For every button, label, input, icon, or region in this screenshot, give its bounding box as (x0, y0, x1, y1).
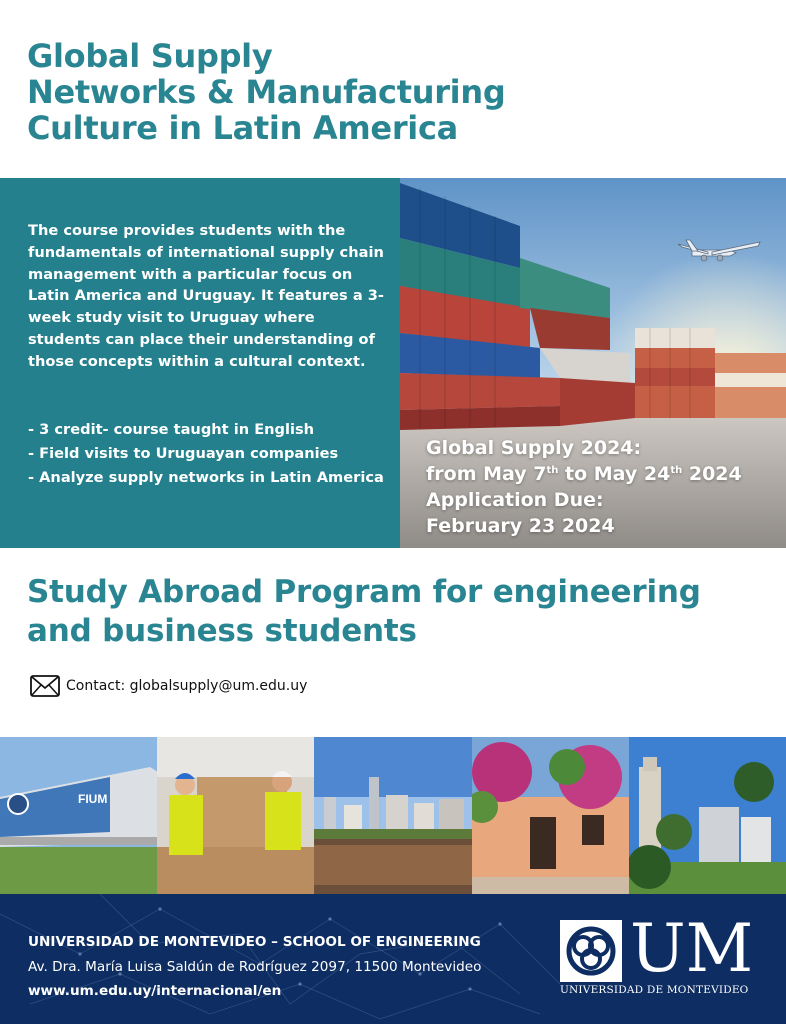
dates-heading: Global Supply 2024: (426, 437, 642, 459)
subtitle-line-1: Study Abroad Program for engineering (27, 574, 701, 610)
um-logo-name: UNIVERSIDAD DE MONTEVIDEO (560, 984, 749, 996)
footer-website-link[interactable]: www.um.edu.uy/internacional/en (28, 983, 282, 999)
photo-colonial-house (472, 737, 629, 894)
um-logo-letters: UM (630, 910, 754, 987)
application-due-date: February 23 2024 (426, 515, 615, 537)
course-info-band (0, 178, 786, 548)
footer-university-name: UNIVERSIDAD DE MONTEVIDEO – SCHOOL OF ENGINEERING (28, 934, 481, 950)
dates-from-suffix: th (546, 465, 559, 476)
photo-city-waterfront (314, 737, 471, 894)
program-subtitle (27, 573, 701, 651)
um-logo (558, 910, 763, 1009)
subtitle-line-2: and business students (27, 613, 417, 649)
page-title (27, 38, 505, 146)
fium-sign: FIUM (78, 792, 108, 806)
footer-address: Av. Dra. María Luisa Saldún de Rodríguez 2097, 11500 Montevideo (28, 959, 482, 975)
feature-item-field-visits: - Field visits to Uruguayan companies (28, 444, 339, 462)
footer (0, 894, 786, 1024)
um-emblem-icon (558, 918, 624, 984)
contact-email[interactable]: Contact: globalsupply@um.edu.uy (66, 678, 308, 694)
course-description-panel (0, 178, 400, 548)
course-intro-text: The course provides students with the fundamentals of international supply chain management with a particular focus on Latin America and Uruguay. It features a 3-week study visit to Uruguay where students can place their understanding of those concepts within a cultural context. (28, 222, 384, 370)
dates-to-suffix: th (670, 465, 683, 476)
dates-to: to May 24 (558, 463, 671, 485)
contact-line[interactable] (30, 675, 307, 697)
program-dates (426, 435, 742, 539)
feature-item-credits: - 3 credit- course taught in English (28, 421, 315, 438)
dates-from: from May 7 (426, 463, 547, 485)
application-due-label: Application Due: (426, 489, 604, 511)
photo-plaza-palacio (629, 737, 786, 894)
photo-fium-building (0, 737, 157, 894)
feature-item-analyze: - Analyze supply networks in Latin America (28, 468, 384, 486)
envelope-icon (30, 675, 60, 697)
photo-strip (0, 737, 786, 894)
title-line-1: Global Supply (27, 37, 273, 75)
title-line-2: Networks & Manufacturing (27, 73, 506, 111)
dates-year: 2024 (682, 463, 742, 485)
dates-range (426, 461, 742, 487)
course-features-list (28, 419, 388, 490)
photo-warehouse-workers (157, 737, 314, 894)
title-line-3: Culture in Latin America (27, 109, 458, 147)
